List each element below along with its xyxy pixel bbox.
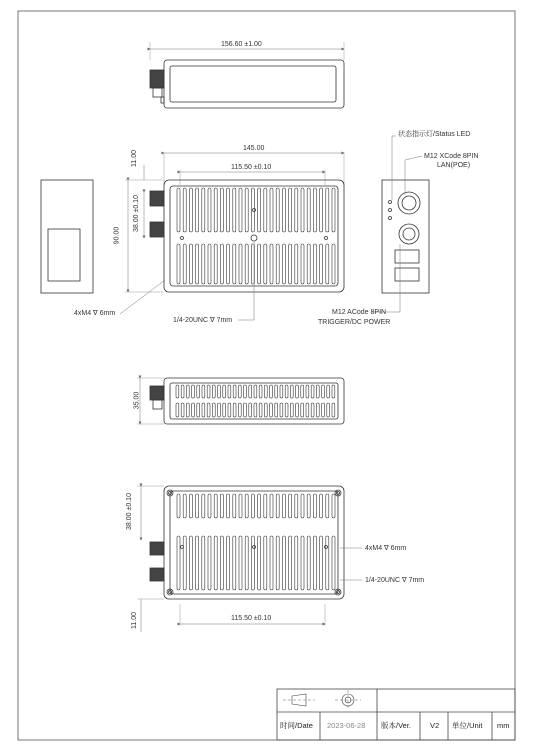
heatsink-fin: [320, 536, 323, 590]
heatsink-fin: [197, 403, 200, 417]
heatsink-fin: [264, 385, 267, 398]
heatsink-fin: [176, 385, 179, 398]
callout-front-unc: 1/4-20UNC ∇ 7mm: [173, 317, 233, 324]
heatsink-fin: [313, 536, 316, 590]
heatsink-fin: [301, 536, 304, 590]
heatsink-fin: [289, 188, 292, 232]
heatsink-fin: [233, 494, 236, 518]
heatsink-fin: [280, 403, 283, 417]
heatsink-fin: [290, 403, 293, 417]
heatsink-fin: [270, 403, 273, 417]
heatsink-fin: [295, 536, 298, 590]
heatsink-fin: [214, 188, 217, 232]
top-view: [150, 42, 344, 108]
title-version-value: V2: [430, 721, 440, 730]
heatsink-fin: [264, 536, 267, 590]
heatsink-fin: [313, 494, 316, 518]
title-version-label: 版本/Ver.: [381, 721, 412, 730]
dim-bottom-hole: 38.00 ±0.10: [125, 493, 133, 530]
title-unit-label: 单位/Unit: [452, 721, 483, 730]
heatsink-fin: [258, 188, 261, 232]
heatsink-fin: [301, 385, 304, 398]
callout-acode-line2: TRIGGER/DC POWER: [318, 319, 391, 326]
heatsink-fin: [212, 385, 215, 398]
heatsink-fin: [202, 536, 205, 590]
heatsink-fin: [282, 188, 285, 232]
drawing-frame: [18, 11, 515, 740]
dim-front-width: 145.00: [243, 145, 265, 152]
heatsink-fin: [316, 385, 319, 398]
callout-front-m4: 4xM4 ∇ 6mm: [74, 310, 116, 317]
heatsink-fin: [249, 403, 252, 417]
callout-xcode-line2: LAN(POE): [437, 162, 471, 169]
heatsink-fin: [320, 244, 323, 284]
heatsink-fin: [223, 385, 226, 398]
heatsink-fin: [177, 494, 180, 518]
heatsink-fin: [192, 403, 195, 417]
heatsink-fin: [326, 244, 329, 284]
title-block: [277, 689, 515, 740]
heatsink-fin: [332, 244, 335, 284]
heatsink-fin: [320, 188, 323, 232]
heatsink-fin: [285, 385, 288, 398]
bottom-view: [137, 486, 362, 632]
heatsink-fin: [196, 494, 199, 518]
callout-xcode-line1: M12 XCode 8PIN: [424, 153, 479, 160]
heatsink-fin: [181, 403, 184, 417]
heatsink-fin: [189, 536, 192, 590]
heatsink-fin: [183, 188, 186, 232]
heatsink-fin: [239, 494, 242, 518]
heatsink-fin: [259, 403, 262, 417]
heatsink-fin: [296, 385, 299, 398]
heatsink-fin: [275, 403, 278, 417]
heatsink-fin: [301, 244, 304, 284]
heatsink-fin: [306, 403, 309, 417]
heatsink-fin: [239, 244, 242, 284]
heatsink-fin: [307, 244, 310, 284]
heatsink-fin: [320, 494, 323, 518]
heatsink-fin: [214, 536, 217, 590]
heatsink-fin: [214, 244, 217, 284]
heatsink-fin: [276, 494, 279, 518]
heatsink-fin: [245, 536, 248, 590]
heatsink-fin: [228, 403, 231, 417]
heatsink-fin: [301, 494, 304, 518]
heatsink-fin: [306, 385, 309, 398]
heatsink-fin: [285, 403, 288, 417]
heatsink-fin: [220, 188, 223, 232]
heatsink-fin: [322, 403, 325, 417]
heatsink-fin: [307, 188, 310, 232]
heatsink-fin: [270, 385, 273, 398]
title-date-label: 时间/Date: [280, 721, 313, 730]
heatsink-fin: [196, 244, 199, 284]
heatsink-fin: [307, 536, 310, 590]
heatsink-fin: [238, 385, 241, 398]
heatsink-fin: [307, 494, 310, 518]
heatsink-fin: [311, 403, 314, 417]
heatsink-fin: [311, 385, 314, 398]
heatsink-fin: [332, 385, 335, 398]
callout-bottom-m4: 4xM4 ∇ 6mm: [365, 545, 407, 552]
heatsink-fin: [245, 494, 248, 518]
heatsink-fin: [218, 403, 221, 417]
heatsink-fin: [233, 385, 236, 398]
heatsink-fin: [264, 403, 267, 417]
heatsink-fin: [270, 536, 273, 590]
heatsink-fin: [214, 494, 217, 518]
dim-top-length: 156.60 ±1.00: [221, 41, 262, 48]
heatsink-fin: [316, 403, 319, 417]
heatsink-fin: [186, 403, 189, 417]
heatsink-fin: [259, 385, 262, 398]
heatsink-fin: [192, 385, 195, 398]
heatsink-fin: [251, 494, 254, 518]
heatsink-fin: [290, 385, 293, 398]
heatsink-fin: [218, 385, 221, 398]
heatsink-fin: [208, 244, 211, 284]
heatsink-fin: [332, 188, 335, 232]
heatsink-fin: [220, 244, 223, 284]
heatsink-fin: [189, 494, 192, 518]
heatsink-fin: [223, 403, 226, 417]
heatsink-fin: [202, 494, 205, 518]
heatsink-fin: [177, 536, 180, 590]
heatsink-fin: [233, 244, 236, 284]
heatsink-fin: [233, 188, 236, 232]
heatsink-fin: [233, 536, 236, 590]
dim-front-mount: 115.50 ±0.10: [231, 164, 272, 171]
heatsink-fin: [220, 536, 223, 590]
heatsink-fin: [177, 244, 180, 284]
heatsink-fin: [183, 536, 186, 590]
heatsink-fin: [251, 536, 254, 590]
heatsink-fin: [332, 403, 335, 417]
heatsink-fin: [296, 403, 299, 417]
heatsink-fin: [186, 385, 189, 398]
heatsink-fin: [196, 536, 199, 590]
heatsink-fin: [189, 188, 192, 232]
heatsink-fin: [332, 494, 335, 518]
heatsink-fin: [295, 188, 298, 232]
heatsink-fin: [270, 494, 273, 518]
heatsink-fin: [327, 403, 330, 417]
front-view: [120, 153, 344, 320]
heatsink-fin: [183, 244, 186, 284]
heatsink-fin: [183, 494, 186, 518]
heatsink-fin: [326, 536, 329, 590]
heatsink-fin: [254, 403, 257, 417]
dim-front-height: 90.00: [113, 226, 121, 245]
heatsink-fin: [202, 244, 205, 284]
heatsink-fin: [239, 188, 242, 232]
heatsink-fin: [301, 188, 304, 232]
heatsink-fin: [280, 385, 283, 398]
heatsink-fin: [233, 403, 236, 417]
heatsink-fin: [212, 403, 215, 417]
heatsink-fin: [244, 385, 247, 398]
heatsink-fin: [264, 494, 267, 518]
dim-bottom-mount: 115.50 ±0.10: [231, 615, 272, 622]
heatsink-fin: [270, 188, 273, 232]
heatsink-fin: [326, 494, 329, 518]
heatsink-fin: [289, 536, 292, 590]
title-date-value: 2023-06-28: [327, 721, 366, 730]
heatsink-fin: [228, 385, 231, 398]
heatsink-fin: [332, 536, 335, 590]
heatsink-fin: [227, 536, 230, 590]
heatsink-fin: [258, 494, 261, 518]
heatsink-fin: [245, 188, 248, 232]
side-view: [137, 378, 344, 424]
heatsink-fin: [207, 385, 210, 398]
heatsink-fin: [327, 385, 330, 398]
heatsink-fin: [208, 494, 211, 518]
heatsink-fin: [202, 385, 205, 398]
heatsink-fin: [227, 494, 230, 518]
heatsink-fin: [276, 536, 279, 590]
dim-front-hole: 38.00 ±0.10: [132, 195, 140, 232]
heatsink-fin: [276, 188, 279, 232]
heatsink-fin: [244, 403, 247, 417]
heatsink-fin: [220, 494, 223, 518]
heatsink-fin: [258, 536, 261, 590]
heatsink-fin: [264, 244, 267, 284]
heatsink-fin: [227, 188, 230, 232]
heatsink-fin: [282, 244, 285, 284]
heatsink-fin: [207, 403, 210, 417]
title-unit-value: mm: [497, 721, 510, 730]
dim-bottom-edge: 11.00: [131, 612, 138, 629]
callout-status-led: 状态指示灯/Status LED: [398, 131, 471, 138]
heatsink-fin: [202, 188, 205, 232]
heatsink-fin: [313, 244, 316, 284]
heatsink-fin: [249, 385, 252, 398]
heatsink-fin: [295, 494, 298, 518]
heatsink-fin: [181, 385, 184, 398]
heatsink-fin: [254, 385, 257, 398]
heatsink-fin: [176, 403, 179, 417]
heatsink-fin: [276, 244, 279, 284]
heatsink-fin: [295, 244, 298, 284]
heatsink-fin: [289, 494, 292, 518]
connector-panel-view: [372, 136, 429, 312]
heatsink-fin: [227, 244, 230, 284]
heatsink-fin: [189, 244, 192, 284]
heatsink-fin: [208, 188, 211, 232]
heatsink-fin: [197, 385, 200, 398]
heatsink-fin: [270, 244, 273, 284]
heatsink-fin: [282, 536, 285, 590]
heatsink-fin: [177, 188, 180, 232]
dim-side-height: 35.00: [133, 391, 141, 410]
heatsink-fin: [238, 403, 241, 417]
callout-bottom-unc: 1/4-20UNC ∇ 7mm: [365, 577, 425, 584]
heatsink-fin: [275, 385, 278, 398]
heatsink-fin: [264, 188, 267, 232]
heatsink-fin: [208, 536, 211, 590]
heatsink-fin: [245, 244, 248, 284]
heatsink-fin: [326, 188, 329, 232]
heatsink-fin: [202, 403, 205, 417]
heatsink-fin: [322, 385, 325, 398]
heatsink-fin: [301, 403, 304, 417]
heatsink-fin: [282, 494, 285, 518]
heatsink-fin: [313, 188, 316, 232]
heatsink-fin: [258, 244, 261, 284]
heatsink-fin: [289, 244, 292, 284]
heatsink-fin: [196, 188, 199, 232]
heatsink-fin: [239, 536, 242, 590]
left-side-view: [41, 180, 93, 293]
dim-front-top: 11.00: [131, 150, 138, 167]
callout-acode-line1: M12 ACode 8PIN: [332, 309, 387, 316]
